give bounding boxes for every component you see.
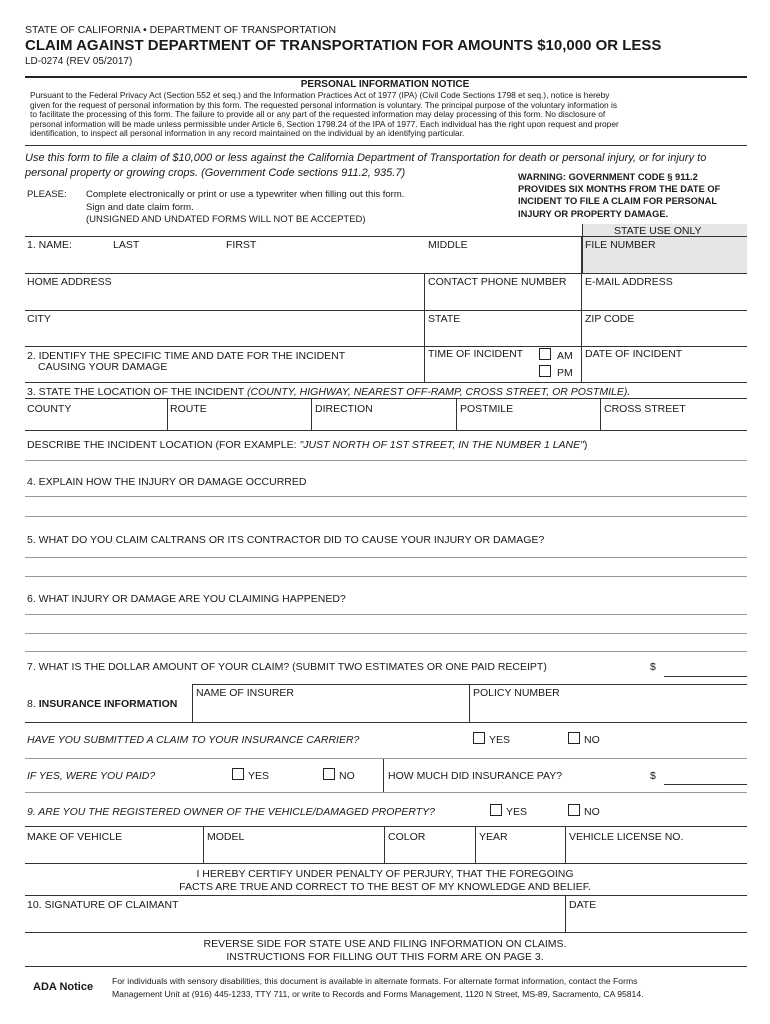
cross-street-label: CROSS STREET: [604, 403, 686, 415]
name-of-insurer-label: NAME OF INSURER: [196, 687, 295, 699]
time-of-incident-label: TIME OF INCIDENT: [428, 348, 524, 360]
use-line-2: personal property or growing crops. (Government Code sections 911.2, 935.7): [25, 167, 406, 179]
q8-heading: INSURANCE INFORMATION: [38, 698, 178, 710]
certify-line-1: I HEREBY CERTIFY UNDER PENALTY OF PERJURY, THAT THE FOREGOING: [196, 868, 574, 880]
q6-answer-line[interactable]: [25, 651, 747, 652]
describe-prefix: DESCRIBE THE INCIDENT LOCATION (FOR EXAMPLE:: [27, 439, 300, 451]
rule-insurance-bottom: [25, 722, 747, 723]
form-id: LD-0274 (REV 05/2017): [25, 56, 133, 67]
rule-vehicle-top: [25, 826, 747, 827]
direction-field[interactable]: [312, 414, 455, 430]
please-label: PLEASE:: [27, 189, 67, 200]
notice-line: identification, to inspect all personal information in any record maintained on the individual by an identifying particular.: [30, 128, 465, 139]
time-of-incident-field[interactable]: [425, 360, 535, 380]
state-label: STATE: [428, 313, 461, 325]
county-field[interactable]: [25, 414, 165, 430]
rule-q3-top: [25, 382, 747, 383]
make-label: MAKE OF VEHICLE: [27, 831, 123, 843]
email-field[interactable]: [582, 287, 747, 309]
describe-example: "JUST NORTH OF 1ST STREET, IN THE NUMBER 1 LANE": [299, 439, 584, 451]
policy-number-label: POLICY NUMBER: [473, 687, 560, 699]
q5-answer-line[interactable]: [25, 557, 747, 558]
q7-label: 7. WHAT IS THE DOLLAR AMOUNT OF YOUR CLAIM? (SUBMIT TWO ESTIMATES OR ONE PAID RECEIPT): [27, 661, 547, 673]
please-item: Complete electronically or print or use a typewriter when filling out this form.: [86, 189, 405, 200]
rule-describe-top: [25, 430, 747, 431]
cross-street-field[interactable]: [601, 414, 747, 430]
q9-label: 9. ARE YOU THE REGISTERED OWNER OF THE VEHICLE/DAMAGED PROPERTY?: [27, 806, 436, 818]
q4-label: 4. EXPLAIN HOW THE INJURY OR DAMAGE OCCURRED: [27, 476, 307, 488]
date-of-incident-field[interactable]: [582, 360, 747, 380]
owner-no-label: NO: [584, 806, 600, 818]
name-label: 1. NAME:: [27, 239, 72, 251]
agency-line: STATE OF CALIFORNIA • DEPARTMENT OF TRANSPORTATION: [25, 24, 337, 36]
paid-yes-label: YES: [248, 770, 270, 782]
insurance-paid-amount-line[interactable]: [664, 784, 747, 785]
zip-field[interactable]: [582, 324, 747, 346]
email-label: E-MAIL ADDRESS: [585, 276, 673, 288]
warning-block: [518, 171, 746, 220]
insurer-field[interactable]: [193, 699, 468, 721]
submitted-no-label: NO: [584, 734, 600, 746]
state-field[interactable]: [425, 324, 580, 346]
name-field[interactable]: [25, 250, 580, 272]
year-field[interactable]: [476, 842, 564, 862]
rule-footer: [25, 966, 747, 967]
q3-italic: (COUNTY, HIGHWAY, NEAREST OFF-RAMP, CROSS STREET, OR POSTMILE).: [246, 386, 631, 398]
submitted-yes-label: YES: [489, 734, 511, 746]
route-label: ROUTE: [170, 403, 207, 415]
first-name-label: FIRST: [226, 239, 257, 251]
date-of-incident-label: DATE OF INCIDENT: [585, 348, 683, 360]
rule-address-top: [25, 273, 747, 274]
rule-signature-top: [25, 895, 747, 896]
color-field[interactable]: [385, 842, 474, 862]
contact-phone-label: CONTACT PHONE NUMBER: [428, 276, 567, 288]
ada-line: Management Unit at (916) 445-1233, TTY 711, or write to Records and Forms Management, 1120 N Street, MS-89, Sacramento, CA 95814.: [112, 988, 644, 999]
warning-line: INCIDENT TO FILE A CLAIM FOR PERSONAL: [518, 196, 718, 207]
rule-city-top: [25, 310, 747, 311]
notice-heading: PERSONAL INFORMATION NOTICE: [300, 79, 470, 90]
rule-name-top: [25, 236, 747, 237]
reverse-line-1: REVERSE SIDE FOR STATE USE AND FILING INFORMATION ON CLAIMS.: [203, 938, 567, 950]
q5-answer-line[interactable]: [25, 576, 747, 577]
rule-divider: [25, 792, 747, 793]
paid-no-checkbox[interactable]: [323, 768, 335, 780]
were-paid-question: IF YES, WERE YOU PAID?: [27, 770, 156, 782]
notice-body: [30, 91, 745, 139]
owner-yes-checkbox[interactable]: [490, 804, 502, 816]
warning-line: INJURY OR PROPERTY DAMAGE.: [518, 208, 669, 219]
postmile-field[interactable]: [457, 414, 599, 430]
submitted-no-checkbox[interactable]: [568, 732, 580, 744]
please-list: [86, 189, 404, 227]
am-label: AM: [557, 350, 573, 362]
notice-bottom-rule: [25, 145, 747, 146]
q6-answer-line[interactable]: [25, 633, 747, 634]
pm-label: PM: [557, 367, 573, 379]
last-name-label: LAST: [113, 239, 140, 251]
q2-line-1: 2. IDENTIFY THE SPECIFIC TIME AND DATE FOR THE INCIDENT: [27, 350, 346, 362]
describe-location-label: [27, 439, 587, 451]
signature-label: 10. SIGNATURE OF CLAIMANT: [27, 899, 179, 911]
col-divider: [383, 759, 384, 792]
how-much-paid-label: HOW MUCH DID INSURANCE PAY?: [388, 770, 563, 782]
q8-prefix: 8.: [27, 698, 39, 710]
route-field[interactable]: [168, 414, 310, 430]
form-title: CLAIM AGAINST DEPARTMENT OF TRANSPORTATION FOR AMOUNTS $10,000 OR LESS: [25, 37, 662, 54]
rule-vehicle-bottom: [25, 863, 747, 864]
certify-line-2: FACTS ARE TRUE AND CORRECT TO THE BEST OF MY KNOWLEDGE AND BELIEF.: [179, 881, 591, 893]
pm-checkbox[interactable]: [539, 365, 551, 377]
q4-answer-line[interactable]: [25, 516, 747, 517]
submitted-yes-checkbox[interactable]: [473, 732, 485, 744]
q6-answer-line[interactable]: [25, 614, 747, 615]
ada-line: For individuals with sensory disabilities, this document is available in alternate formats. For alternate format information, contact the Forms: [112, 976, 638, 986]
q2-line-2: CAUSING YOUR DAMAGE: [38, 361, 168, 373]
q3-label: [27, 386, 630, 398]
contact-phone-field[interactable]: [425, 287, 580, 309]
notice-line: Pursuant to the Federal Privacy Act (Section 552 et seq.) and the Information Practices Act of 1977 (IPA) (Civil Code Sections 1798 et seq.), notice is hereby: [30, 90, 610, 100]
signature-field[interactable]: [25, 910, 564, 931]
warning-line: PROVIDES SIX MONTHS FROM THE DATE OF: [518, 184, 721, 195]
please-item: (UNSIGNED AND UNDATED FORMS WILL NOT BE ACCEPTED): [86, 214, 366, 225]
zip-label: ZIP CODE: [585, 313, 635, 325]
rule-county-top: [25, 398, 747, 399]
q6-label: 6. WHAT INJURY OR DAMAGE ARE YOU CLAIMING HAPPENED?: [27, 593, 346, 605]
state-use-only-label: STATE USE ONLY: [614, 225, 702, 237]
ada-notice-label: ADA Notice: [33, 981, 94, 993]
county-label: COUNTY: [27, 403, 72, 415]
describe-suffix: ): [583, 439, 588, 451]
owner-no-checkbox[interactable]: [568, 804, 580, 816]
home-address-field[interactable]: [25, 287, 423, 309]
rule-signature-bottom: [25, 932, 747, 933]
city-label: CITY: [27, 313, 51, 325]
owner-yes-label: YES: [506, 806, 528, 818]
direction-label: DIRECTION: [315, 403, 373, 415]
describe-location-line[interactable]: [25, 460, 747, 461]
q8-label: [27, 698, 177, 710]
color-label: COLOR: [388, 831, 426, 843]
policy-number-field[interactable]: [470, 699, 747, 721]
q7-dollar-sign: $: [650, 661, 656, 673]
q5-label: 5. WHAT DO YOU CLAIM CALTRANS OR ITS CONTRACTOR DID TO CAUSE YOUR INJURY OR DAMAGE?: [27, 534, 545, 546]
ada-notice-text: [112, 975, 644, 1000]
notice-line: to facilitate the processing of this form. The failure to provide all or any part of the requested information may delay processing of this form. No disclosure of: [30, 109, 606, 120]
model-field[interactable]: [204, 842, 383, 862]
date-field[interactable]: [566, 910, 747, 931]
paid-yes-checkbox[interactable]: [232, 768, 244, 780]
file-number-label: FILE NUMBER: [585, 239, 656, 251]
license-field[interactable]: [566, 842, 747, 862]
q3-prefix: 3. STATE THE LOCATION OF THE INCIDENT: [27, 386, 247, 398]
postmile-label: POSTMILE: [460, 403, 514, 415]
year-label: YEAR: [479, 831, 508, 843]
paid-no-label: NO: [339, 770, 355, 782]
license-label: VEHICLE LICENSE NO.: [569, 831, 684, 843]
reverse-line-2: INSTRUCTIONS FOR FILLING OUT THIS FORM ARE ON PAGE 3.: [226, 951, 544, 963]
home-address-label: HOME ADDRESS: [27, 276, 112, 288]
model-label: MODEL: [207, 831, 245, 843]
city-field[interactable]: [25, 324, 423, 346]
am-checkbox[interactable]: [539, 348, 551, 360]
notice-top-rule: [25, 76, 747, 78]
claim-amount-line[interactable]: [664, 676, 747, 677]
rule-divider: [25, 758, 747, 759]
make-field[interactable]: [25, 842, 202, 862]
use-line-1: Use this form to file a claim of $10,000 or less against the California Department of Transportation for death or personal injury, or for injury to: [25, 152, 707, 164]
paid-dollar-sign: $: [650, 770, 656, 782]
middle-name-label: MIDDLE: [428, 239, 468, 251]
please-item: Sign and date claim form.: [86, 201, 194, 213]
date-label: DATE: [569, 899, 597, 911]
rule-incident-top: [25, 346, 747, 347]
notice-line: given for the request of personal information by this form. The requested personal information is voluntary. The principal purpose of the voluntary information is: [30, 99, 618, 110]
warning-line: WARNING: GOVERNMENT CODE § 911.2: [518, 172, 698, 182]
notice-line: personal information will be made unless permissible under Article 6, Section 1798.24 of the IPA of 1977. Each individual has the right upon request and proper: [30, 118, 619, 129]
submitted-claim-question: HAVE YOU SUBMITTED A CLAIM TO YOUR INSURANCE CARRIER?: [27, 734, 360, 746]
q4-answer-line[interactable]: [25, 496, 747, 497]
